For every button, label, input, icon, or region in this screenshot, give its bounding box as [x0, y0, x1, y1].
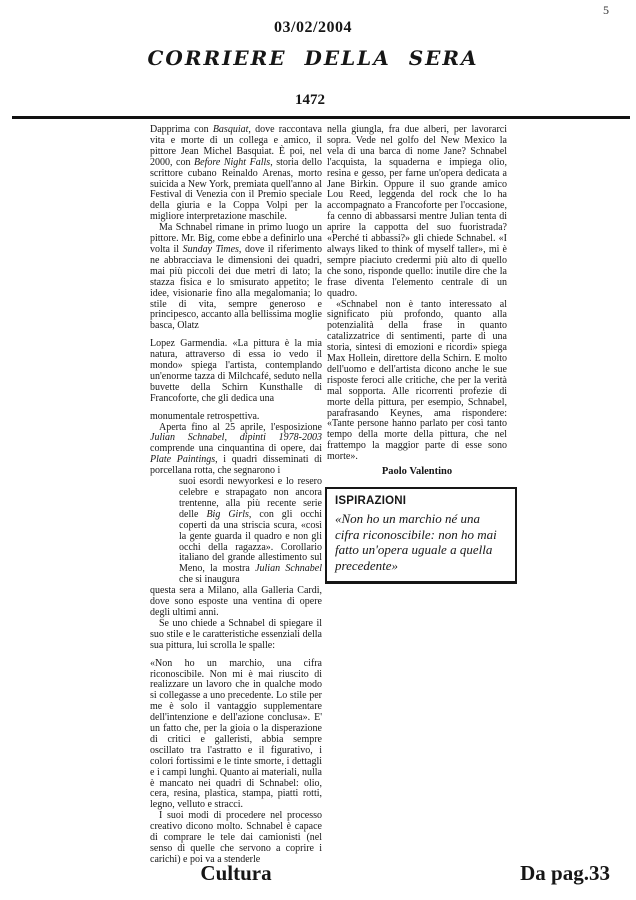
article-paragraph: monumentale retrospettiva. [150, 410, 260, 422]
article-paragraph: «Non ho un marchio, una cifra riconoscibile. Non mi è mai riuscito di realizzare un lavoro che in qualche modo si collegasse a uno precedente. Lo stile per me è solo il vantaggio supplementare dell'intenzione e dell'azione conclusa». E' un fatto che, per la gioia o la disperazione di critici e galleristi, abbia sempre oscillato tra l'astratto e il figurativo, i colori fortissimi e le tinte smorte, i dettagli e i campi lunghi. Quanto ai materiali, nulla è mancato nei quadri di Schnabel: olio, cera, resina, plastica, stampa, piatti rotti, legno, velluto e stracci. [150, 657, 322, 811]
article-paragraph: Dapprima con Basquiat, dove raccontava vita e morte di un collega e amico, il pittore Jean Michel Basquiat. È poi, nel 2000, con Before Night Falls, storia dello scrittore cubano Reinaldo Arenas, morto suicida a New York, premiata quell'anno al Festival di Venezia con il Premio speciale della giuria e la Coppa Volpi per la migliore interpretazione maschile. [150, 124, 322, 223]
article-paragraph: questa sera a Milano, alla Galleria Cardi, dove sono esposte una ventina di opere degli ultimi anni. [150, 585, 322, 618]
masthead-title: CORRIERE DELLA SERA [147, 46, 479, 70]
inspiration-box [325, 487, 517, 584]
clipping-date: 03/02/2004 [274, 19, 352, 36]
article-paragraph: nella giungla, fra due alberi, per lavorarci sopra. Vede nel golfo del New Mexico la vela di una barca di nome Jane? Schnabel l'acquista, la squaderna e impiega olio, resina e gesso, per farne un'opera dedicata a Jane Birkin. Oppure il suo grande amico Lou Reed, leggenda del rock che lo ha accompagnato a Francoforte per l'occasione, fa cenno di abbassarsi mentre Julian tenta di aprire la cappotta del suo fuoristrada? «Perché ti abbassi?» gli chiede Schnabel. «I always liked to think of myself taller», mi è sempre piaciuto credermi più alto di quello che sono, risponde quello: inutile dire che la frase diventa l'elemento centrale di un quadro. [327, 124, 507, 299]
header-rule [12, 116, 630, 119]
issue-number: 1472 [295, 92, 325, 108]
article-column-right [327, 125, 507, 866]
article-paragraph: suoi esordi newyorkesi e lo resero celebre e strapagato non ancora trentenne, alla più recente serie delle Big Girls, con gli occhi coperti da una striscia scura, «così la gente guarda il quadro e non gli occhi della ragazza». Corollario italiano del grande allestimento sul Meno, la mostra Julian Schnabel che si inaugura [179, 476, 323, 586]
article-paragraph: I suoi modi di procedere nel processo creativo dicono molto. Schnabel è capace di comprare le tele dai camionisti (nel senso di quelle che servono a coprire i carichi) e poi va a stenderle [150, 810, 322, 865]
article-column-left [150, 125, 322, 866]
article-body [150, 125, 507, 866]
article-byline: Paolo Valentino [381, 466, 453, 478]
inspiration-box-title: ISPIRAZIONI [335, 495, 407, 508]
page-number: 5 [603, 3, 609, 17]
right-column-paragraphs [327, 125, 507, 463]
article-paragraph: Lopez Garmendia. «La pittura è la mia natura, attraverso di essa io vedo il mondo» spiega l'artista, contemplando un'enorme tazza di Milchcafé, seduto nella buvette della Schirn Kunsthalle di Francoforte, che gli dedica una [150, 338, 322, 404]
source-page-label: Da pag.33 [520, 861, 610, 885]
article-paragraph: Aperta fino al 25 aprile, l'esposizione Julian Schnabel, dipinti 1978-2003 comprende una cinquantina di opere, dai Plate Paintings, i quadri disseminati di porcellana rotta, che segnarono i [150, 421, 322, 477]
article-paragraph: Ma Schnabel rimane in primo luogo un pittore. Mr. Big, come ebbe a definirlo una volta il Sunday Times, dove il riferimento ne abbracciava le dimensioni dei quadri, mai più piccoli dei due metri di lato; la stazza fisica e lo smisurato appetito; le idee, visionarie fino alla megalomania; lo stile di vita, sempre generoso e principesco, accanto alla bellissima moglie basca, Olatz [150, 222, 322, 332]
inspiration-box-quote: «Non ho un marchio né una cifra riconoscibile: non ho mai fatto un'opera uguale a quella precedente» [335, 511, 497, 573]
section-label: Cultura [200, 861, 272, 885]
article-paragraph: «Schnabel non è tanto interessato al significato più profondo, quanto alla potenzialità della frase in quanto catalizzatrice di sentimenti, parte di una storia, sintesi di emozioni e ricordi» spiega Max Hollein, direttore della Schirn. E molto dell'uomo e dell'artista dicono anche le sue risposte feroci alle critiche, che per la verità mal sopporta. Alle ricorrenti profezie di morte della pittura, per esempio, Schnabel, parafrasando Keynes, ama rispondere: «Tante persone hanno parlato per così tanto tempo della morte della pittura, che nel frattempo la maggior parte di esse sono morte». [327, 298, 507, 463]
article-paragraph: Se uno chiede a Schnabel di spiegare il suo stile e le caratteristiche essenziali della sua pittura, lui scrolla le spalle: [150, 617, 322, 651]
